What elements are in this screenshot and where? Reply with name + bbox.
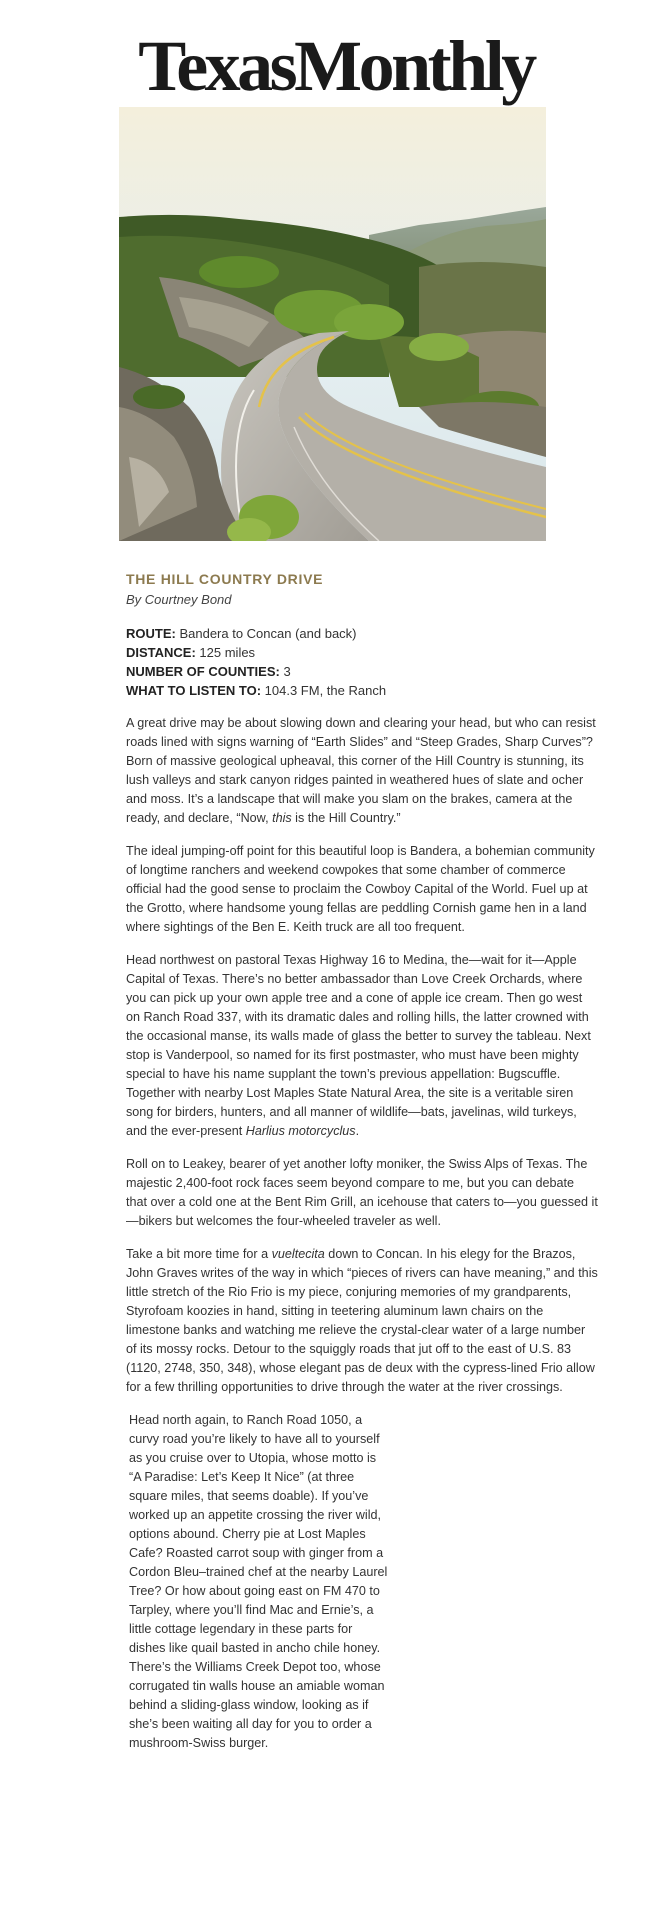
paragraph-text: Head northwest on pastoral Texas Highway 16 to Medina, the—wait for it—Apple Capital of Texas. There’s no better ambassador than Love Creek Orchards, where you can pick up your own apple tree and a cone of apple ice cream. Then go west on Ranch Road 337, with its dramatic dales and rolling hills, the latter crowned with the occasional manse, its walls made of glass the better to survey the tableau. Next stop is Vanderpool, so named for its first postmaster, who must have been mighty special to have his name supplant the town’s previous appellation: Bugscuffle. Together with nearby Lost Maples State Natural Area, the site is a veritable siren song for birders, hunters, and all manner of wildlife—bats, javelinas, wild turkeys, and the ever-present: [126, 953, 591, 1138]
article-paragraph: [126, 951, 598, 1141]
paragraph-text: Take a bit more time for a: [126, 1247, 272, 1261]
fact-counties: [126, 662, 598, 681]
fact-value: Bandera to Concan (and back): [175, 626, 357, 641]
fact-distance: [126, 643, 598, 662]
fact-label: ROUTE:: [126, 626, 176, 641]
paragraph-emphasis: Harlius motorcyclus: [245, 1124, 356, 1138]
hero-photo: [119, 107, 546, 541]
fact-value: 125 miles: [195, 645, 256, 660]
masthead-logo: TexasMonthly: [138, 26, 534, 106]
paragraph-text: is the Hill Country.”: [291, 811, 401, 825]
fact-value: 104.3 FM, the Ranch: [261, 683, 387, 698]
paragraph-text: down to Concan. In his elegy for the Brazos, John Graves writes of the way in which “pieces of rivers can have meaning,” and this little stretch of the Rio Frio is my piece, conjuring memories of my grandparents, Styrofoam koozies in hand, sitting in teetering aluminum lawn chairs on the limestone banks and watching me relieve the crystal-clear water of a large number of its mossy rocks. Detour to the squiggly roads that jut off to the east of U.S. 83 (1120, 2748, 350, 348), whose elegant pas de deux with the cypress-lined Frio allow for a few thrilling opportunities to drive through the water at the river crossings.: [126, 1247, 598, 1394]
fact-label: DISTANCE:: [126, 645, 196, 660]
article-kicker: THE HILL COUNTRY DRIVE: [126, 571, 324, 587]
article: [126, 570, 598, 1753]
fact-label: WHAT TO LISTEN TO:: [126, 683, 262, 698]
paragraph-emphasis: this: [272, 811, 292, 825]
article-paragraph: [126, 1245, 598, 1397]
fact-label: NUMBER OF COUNTIES:: [126, 664, 280, 679]
paragraph-text: .: [355, 1124, 360, 1138]
article-paragraph: Roll on to Leakey, bearer of yet another lofty moniker, the Swiss Alps of Texas. The majestic 2,400-foot rock faces seem beyond compare to me, but you can debate that over a cold one at the Bent Rim Grill, an icehouse that caters to—you guessed it—bikers but welcomes the four-wheeled traveler as well.: [126, 1157, 598, 1228]
paragraph-emphasis: vueltecita: [271, 1247, 325, 1261]
fact-route: [126, 624, 598, 643]
paragraph-text: A great drive may be about slowing down and clearing your head, but who can resist roads lined with signs warning of “Earth Slides” and “Steep Grades, Sharp Curves”? Born of massive geological upheaval, this corner of the Hill Country is stunning, its lush valleys and stark canyon ridges painted in weathered hues of slate and ocher and moss. It’s a landscape that will make you slam on the brakes, camera at the ready, and declare, “Now,: [126, 716, 596, 825]
article-byline: By Courtney Bond: [126, 592, 232, 607]
article-paragraph: The ideal jumping-off point for this beautiful loop is Bandera, a bohemian community of longtime ranchers and weekend cowpokes that some chamber of commerce official had the good sense to proclaim the Cowboy Capital of the World. Fuel up at the Grotto, where handsome young fellas are peddling Cornish game hen in a land where sightings of the Ben E. Keith truck are all too frequent.: [126, 844, 595, 934]
trip-facts: [126, 624, 598, 700]
article-paragraph-narrow: Head north again, to Ranch Road 1050, a curvy road you’re likely to have all to yourself as you cruise over to Utopia, whose motto is “A Paradise: Let’s Keep It Nice” (at three square miles, that seems doable). If you’ve worked up an appetite crossing the river wild, options abound. Cherry pie at Lost Maples Cafe? Roasted carrot soup with ginger from a Cordon Bleu–trained chef at the nearby Laurel Tree? Or how about going east on FM 470 to Tarpley, where you’ll find Mac and Ernie’s, a little cottage legendary in these parts for dishes like quail basted in ancho chile honey. There’s the Williams Creek Depot too, whose corrugated tin walls house an amiable woman behind a sliding-glass window, looking as if she’s been waiting all day for you to order a mushroom-Swiss burger.: [129, 1413, 388, 1750]
article-paragraph: [126, 714, 598, 828]
fact-value: 3: [279, 664, 291, 679]
fact-listen: [126, 681, 598, 700]
